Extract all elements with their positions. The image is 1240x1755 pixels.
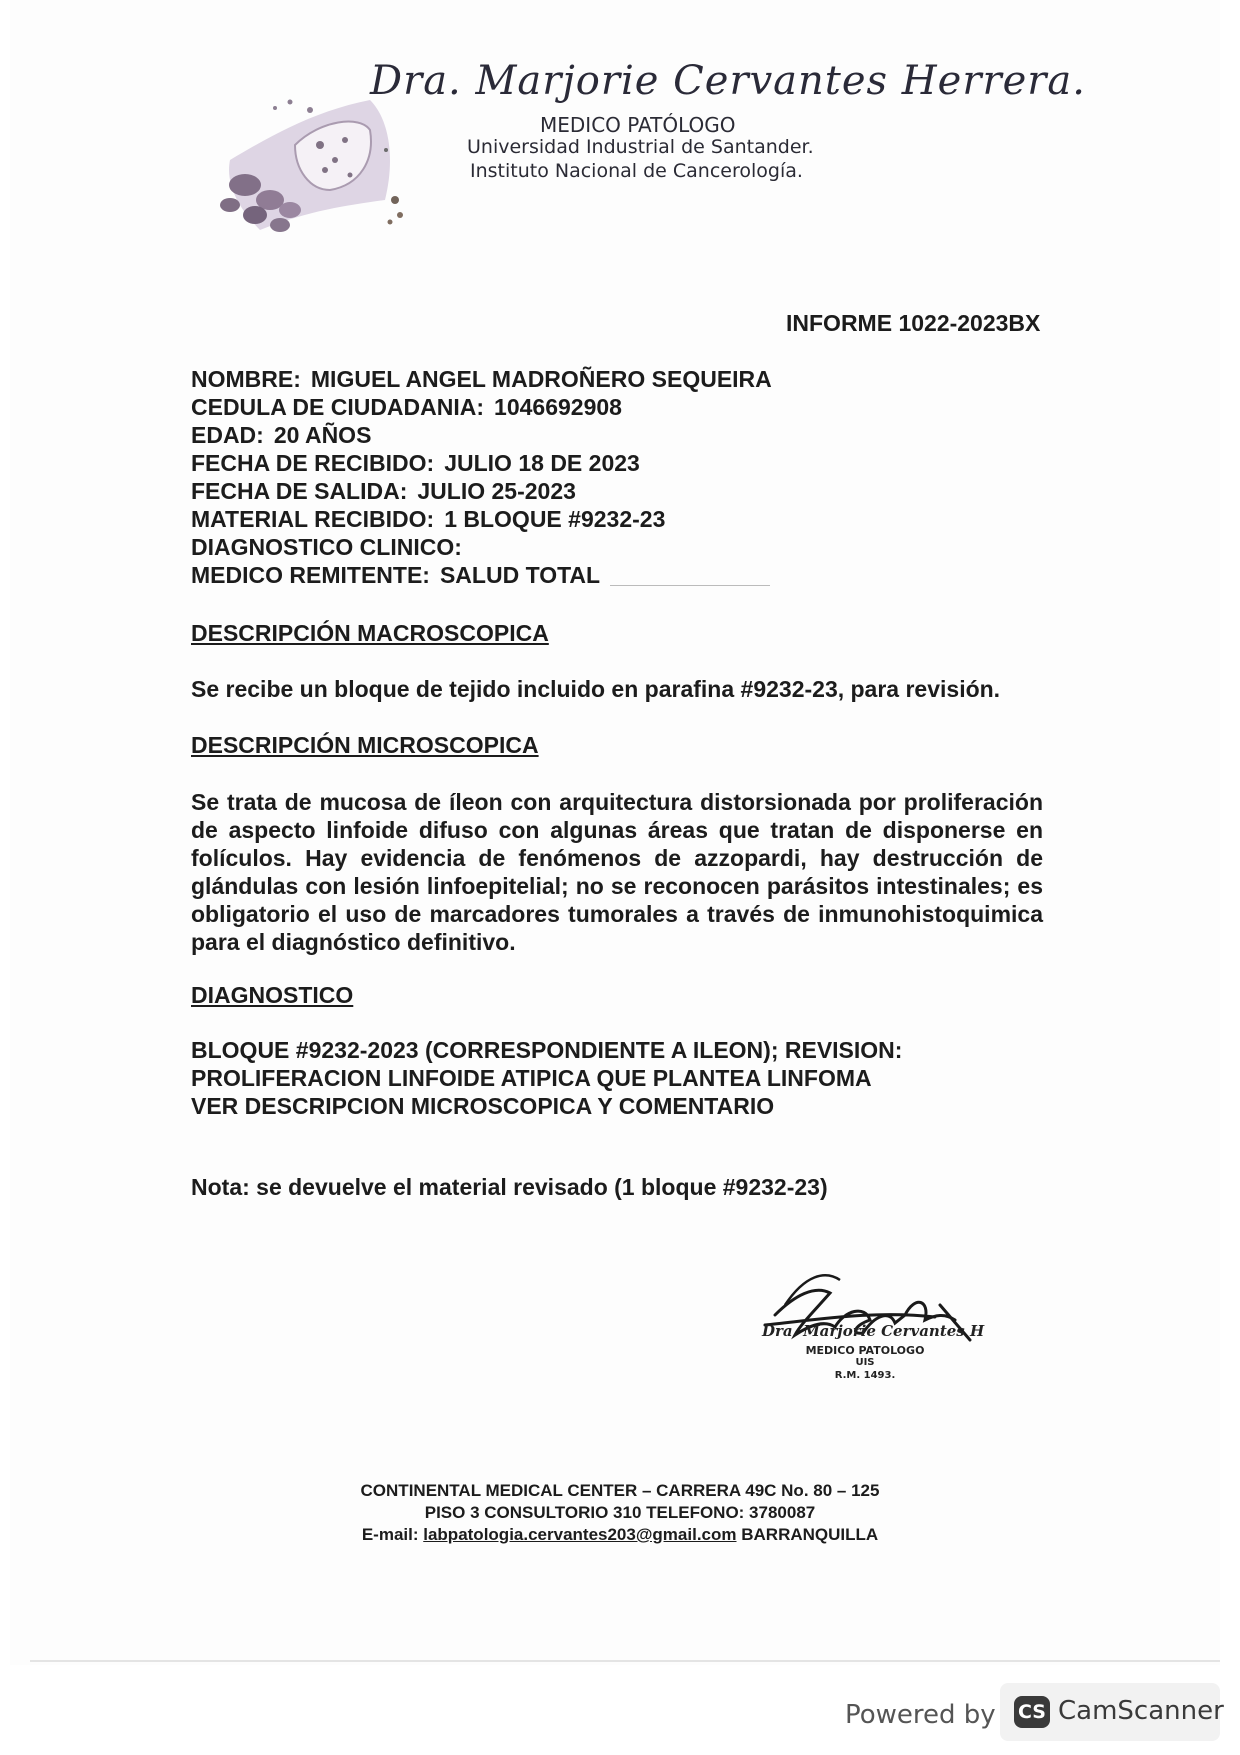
patient-info bbox=[191, 365, 772, 589]
stamp-registration: R.M. 1493. bbox=[834, 1370, 896, 1381]
field-row bbox=[191, 393, 772, 421]
doctor-title: MEDICO PATÓLOGO bbox=[540, 113, 736, 137]
field-row bbox=[191, 449, 772, 477]
underline-rule bbox=[610, 585, 770, 586]
field-label: NOMBRE: bbox=[191, 366, 301, 392]
camscanner-logo-icon: CS bbox=[1014, 1696, 1050, 1728]
diagnosis-line: PROLIFERACION LINFOIDE ATIPICA QUE PLANTEA LINFOMA bbox=[191, 1065, 872, 1091]
field-row bbox=[191, 505, 772, 533]
camscanner-badge bbox=[1000, 1683, 1224, 1741]
institute: Instituto Nacional de Cancerología. bbox=[470, 160, 803, 182]
stamp-title: MEDICO PATOLOGO bbox=[805, 1344, 925, 1357]
diagnosis-line: BLOQUE #9232-2023 (CORRESPONDIENTE A ILEON); REVISION: bbox=[191, 1037, 903, 1063]
university: Universidad Industrial de Santander. bbox=[467, 136, 814, 158]
field-value: 1 BLOQUE #9232-23 bbox=[444, 506, 666, 532]
stamp-name: Dra. Marjorie Cervantes H bbox=[762, 1322, 985, 1340]
field-row bbox=[191, 421, 772, 449]
field-row bbox=[191, 365, 772, 393]
diagnosis-heading: DIAGNOSTICO bbox=[191, 982, 354, 1008]
field-row bbox=[191, 477, 772, 505]
field-label: MATERIAL RECIBIDO: bbox=[191, 506, 435, 532]
field-value: SALUD TOTAL bbox=[439, 562, 601, 588]
field-value: JULIO 25-2023 bbox=[417, 478, 576, 504]
report-number: INFORME 1022-2023BX bbox=[786, 310, 1041, 336]
note-text: Nota: se devuelve el material revisado (1 bloque #9232-23) bbox=[191, 1174, 828, 1200]
field-value: MIGUEL ANGEL MADROÑERO SEQUEIRA bbox=[310, 366, 772, 392]
footer-line: CONTINENTAL MEDICAL CENTER – CARRERA 49C No. 80 – 125 bbox=[360, 1481, 880, 1500]
micro-section bbox=[191, 788, 1043, 956]
diagnosis-section bbox=[191, 1036, 902, 1120]
field-label: EDAD: bbox=[191, 422, 264, 448]
field-value: JULIO 18 DE 2023 bbox=[444, 450, 640, 476]
macro-heading: DESCRIPCIÓN MACROSCOPICA bbox=[191, 620, 549, 646]
footer-line bbox=[280, 1524, 960, 1546]
powered-by-text: Powered by bbox=[845, 1700, 996, 1730]
micro-heading: DESCRIPCIÓN MICROSCOPICA bbox=[191, 732, 539, 758]
page-edge bbox=[30, 1660, 1220, 1662]
email-link[interactable]: labpatologia.cervantes203@gmail.com bbox=[423, 1525, 737, 1544]
stamp-institution: UIS bbox=[855, 1357, 875, 1368]
field-row bbox=[191, 533, 772, 561]
diagnosis-line: VER DESCRIPCION MICROSCOPICA Y COMENTARIO bbox=[191, 1093, 775, 1119]
field-label: FECHA DE SALIDA: bbox=[191, 478, 408, 504]
camscanner-name: CamScanner bbox=[1058, 1696, 1224, 1726]
micro-text: Se trata de mucosa de íleon con arquitectura distorsionada por proliferación de aspecto linfoide difuso con algunas áreas que tratan de disponerse en folículos. Hay evidencia de fenómenos de azzopardi, hay destrucción de glándulas con lesión linfoepitelial; no se reconocen parásitos intestinales; es obligatorio el uso de marcadores tumorales a través de inmunohistoquimica para el diagnóstico definitivo. bbox=[191, 789, 1043, 955]
field-label: MEDICO REMITENTE: bbox=[191, 562, 430, 588]
histology-logo-image bbox=[200, 90, 460, 270]
footer-address bbox=[280, 1480, 960, 1546]
email-label: E-mail: bbox=[361, 1525, 419, 1544]
doctor-name: Dra. Marjorie Cervantes Herrera. bbox=[370, 58, 1086, 104]
footer-line: PISO 3 CONSULTORIO 310 TELEFONO: 3780087 bbox=[424, 1503, 816, 1522]
field-label: CEDULA DE CIUDADANIA: bbox=[191, 394, 485, 420]
field-value: 1046692908 bbox=[494, 394, 622, 420]
field-label: DIAGNOSTICO CLINICO: bbox=[191, 534, 462, 560]
field-value: 20 AÑOS bbox=[273, 422, 372, 448]
macro-text: Se recibe un bloque de tejido incluido en parafina #9232-23, para revisión. bbox=[191, 676, 1001, 702]
footer-city: BARRANQUILLA bbox=[741, 1525, 879, 1544]
field-label: FECHA DE RECIBIDO: bbox=[191, 450, 435, 476]
